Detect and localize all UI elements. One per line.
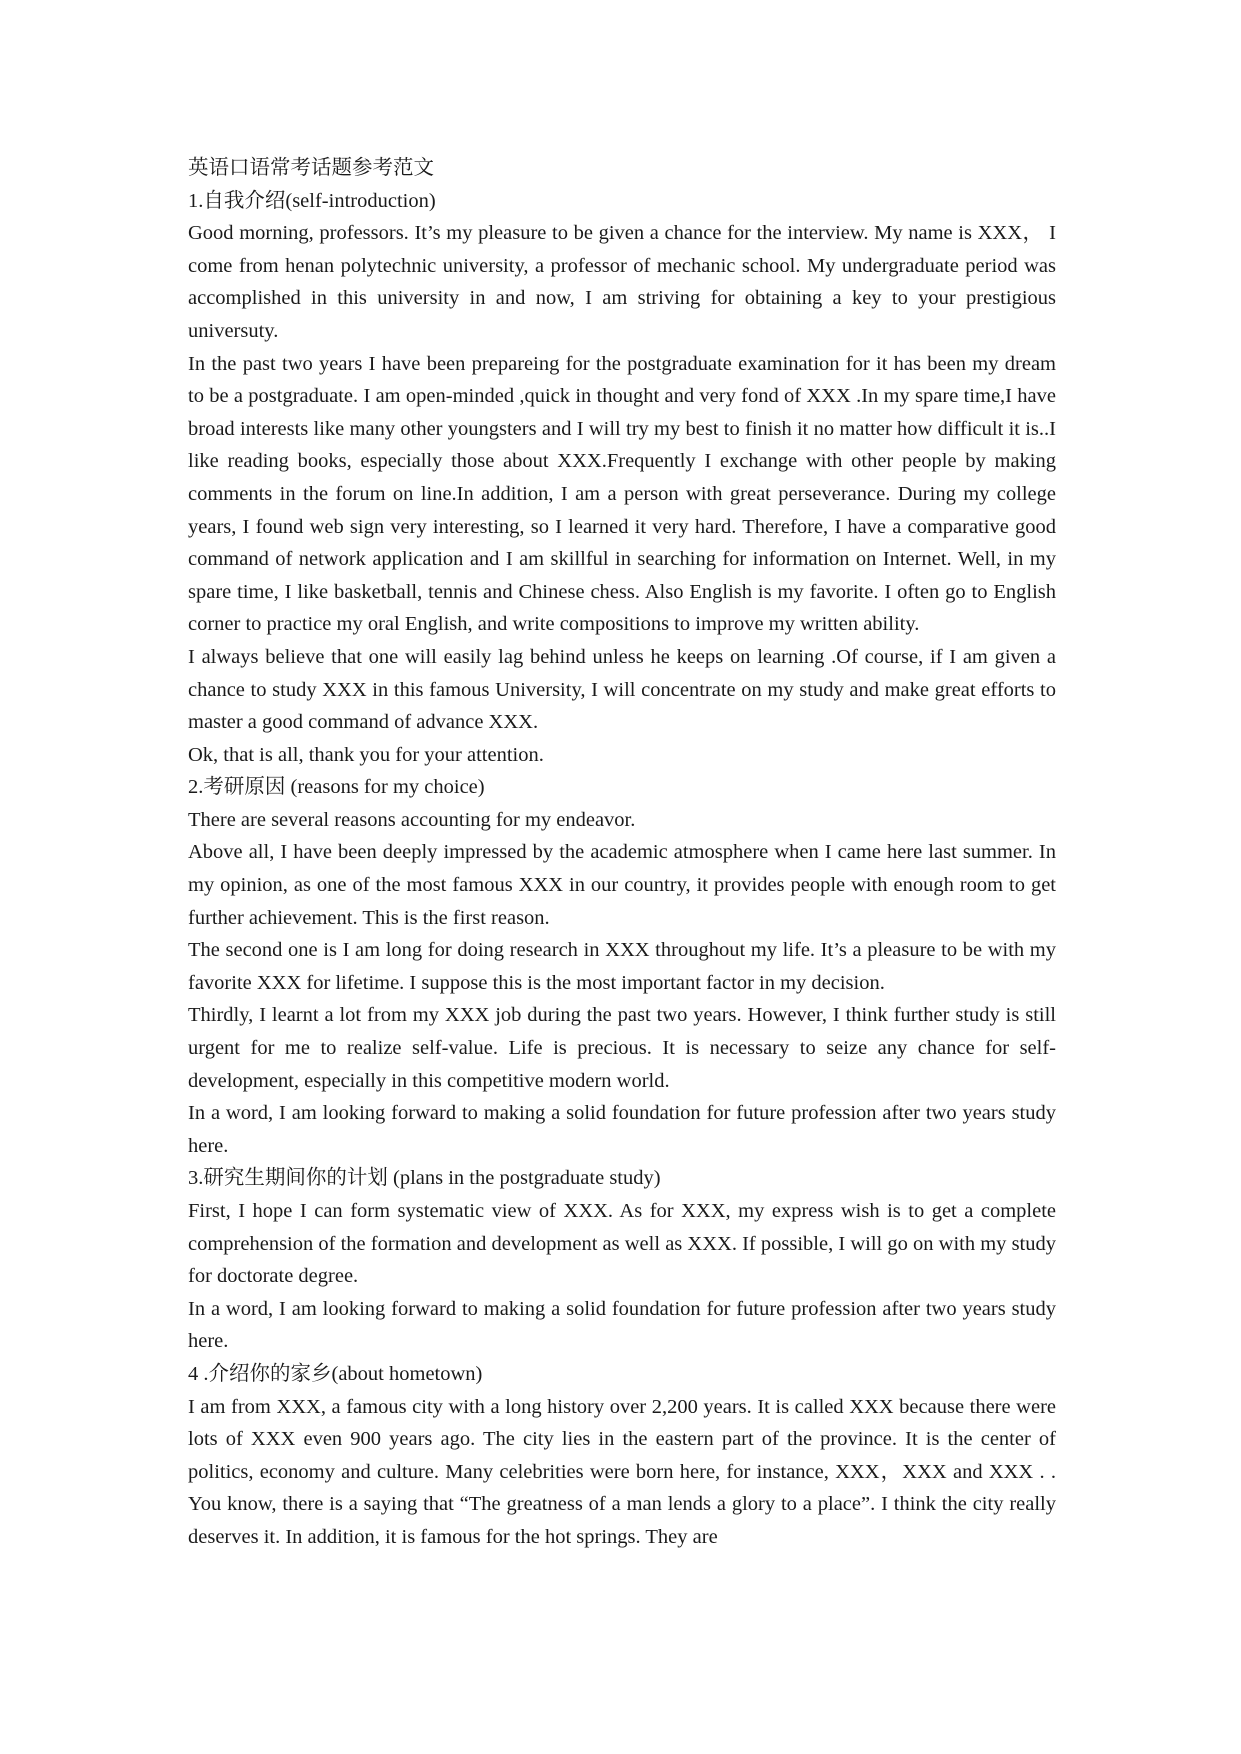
paragraph: I am from XXX, a famous city with a long history over 2,200 years. It is called XXX because there were lots of XXX even 900 years ago. The city lies in the eastern part of the province. It is the center of politics, economy and culture. Many celebrities were born here, for instance, XXX，XXX and XXX . . You know, there is a saying that “The greatness of a man lends a glory to a place”. I think the city really deserves it. In addition, it is famous for the hot springs. They are <box>188 1395 1056 1548</box>
paragraph: In a word, I am looking forward to making a solid foundation for future profession after two years study here. <box>188 1102 1056 1157</box>
document-title: 英语口语常考话题参考范文 <box>188 157 434 179</box>
section-heading-hometown: 4 .介绍你的家乡(about hometown) <box>188 1362 483 1385</box>
paragraph: There are several reasons accounting for my endeavor. <box>188 808 636 831</box>
paragraph: The second one is I am long for doing research in XXX throughout my life. It’s a pleasure to be with my favorite XXX for lifetime. I suppose this is the most important factor in my decision. <box>188 939 1056 994</box>
paragraph: In a word, I am looking forward to making a solid foundation for future profession after two years study here. <box>188 1297 1056 1353</box>
paragraph: Above all, I have been deeply impressed by the academic atmosphere when I came here last summer. In my opinion, as one of the most famous XXX in our country, it provides people with enough room to get further achievement. This is the first reason. <box>188 841 1056 929</box>
paragraph: Good morning, professors. It’s my pleasure to be given a chance for the interview. My name is XXX， I come from henan polytechnic university, a professor of mechanic school. My undergraduate period was accomplished in this university in and now, I am striving for obtaining a key to your prestigious universuty. <box>188 222 1056 342</box>
section-heading-plans: 3.研究生期间你的计划 (plans in the postgraduate study) <box>188 1167 661 1190</box>
section-heading-reasons: 2.考研原因 (reasons for my choice) <box>188 776 485 799</box>
paragraph: Ok, that is all, thank you for your attention. <box>188 743 544 766</box>
document-page <box>188 152 1056 1554</box>
paragraph: Thirdly, I learnt a lot from my XXX job during the past two years. However, I think further study is still urgent for me to realize self-value. Life is precious. It is necessary to seize any chance for self-development, especially in this competitive modern world. <box>188 1004 1056 1092</box>
paragraph: In the past two years I have been prepareing for the postgraduate examination for it has been my dream to be a postgraduate. I am open-minded ,quick in thought and very fond of XXX .In my spare time,I have broad interests like many other youngsters and I will try my best to finish it no matter how difficult it is..I like reading books, especially those about XXX.Frequently I exchange with other people by making comments in the forum on line.In addition, I am a person with great perseverance. During my college years, I found web sign very interesting, so I learned it very hard. Therefore, I have a comparative good command of network application and I am skillful in searching for information on Internet. Well, in my spare time, I like basketball, tennis and Chinese chess. Also English is my favorite. I often go to English corner to practice my oral English, and write compositions to improve my written ability. <box>188 352 1056 636</box>
paragraph: I always believe that one will easily lag behind unless he keeps on learning .Of course, if I am given a chance to study XXX in this famous University, I will concentrate on my study and make great efforts to master a good command of advance XXX. <box>188 645 1056 734</box>
section-heading-self-introduction: 1.自我介绍(self-introduction) <box>188 189 436 212</box>
paragraph: First, I hope I can form systematic view of XXX. As for XXX, my express wish is to get a complete comprehension of the formation and development as well as XXX. If possible, I will go on with my study for doctorate degree. <box>188 1200 1056 1288</box>
